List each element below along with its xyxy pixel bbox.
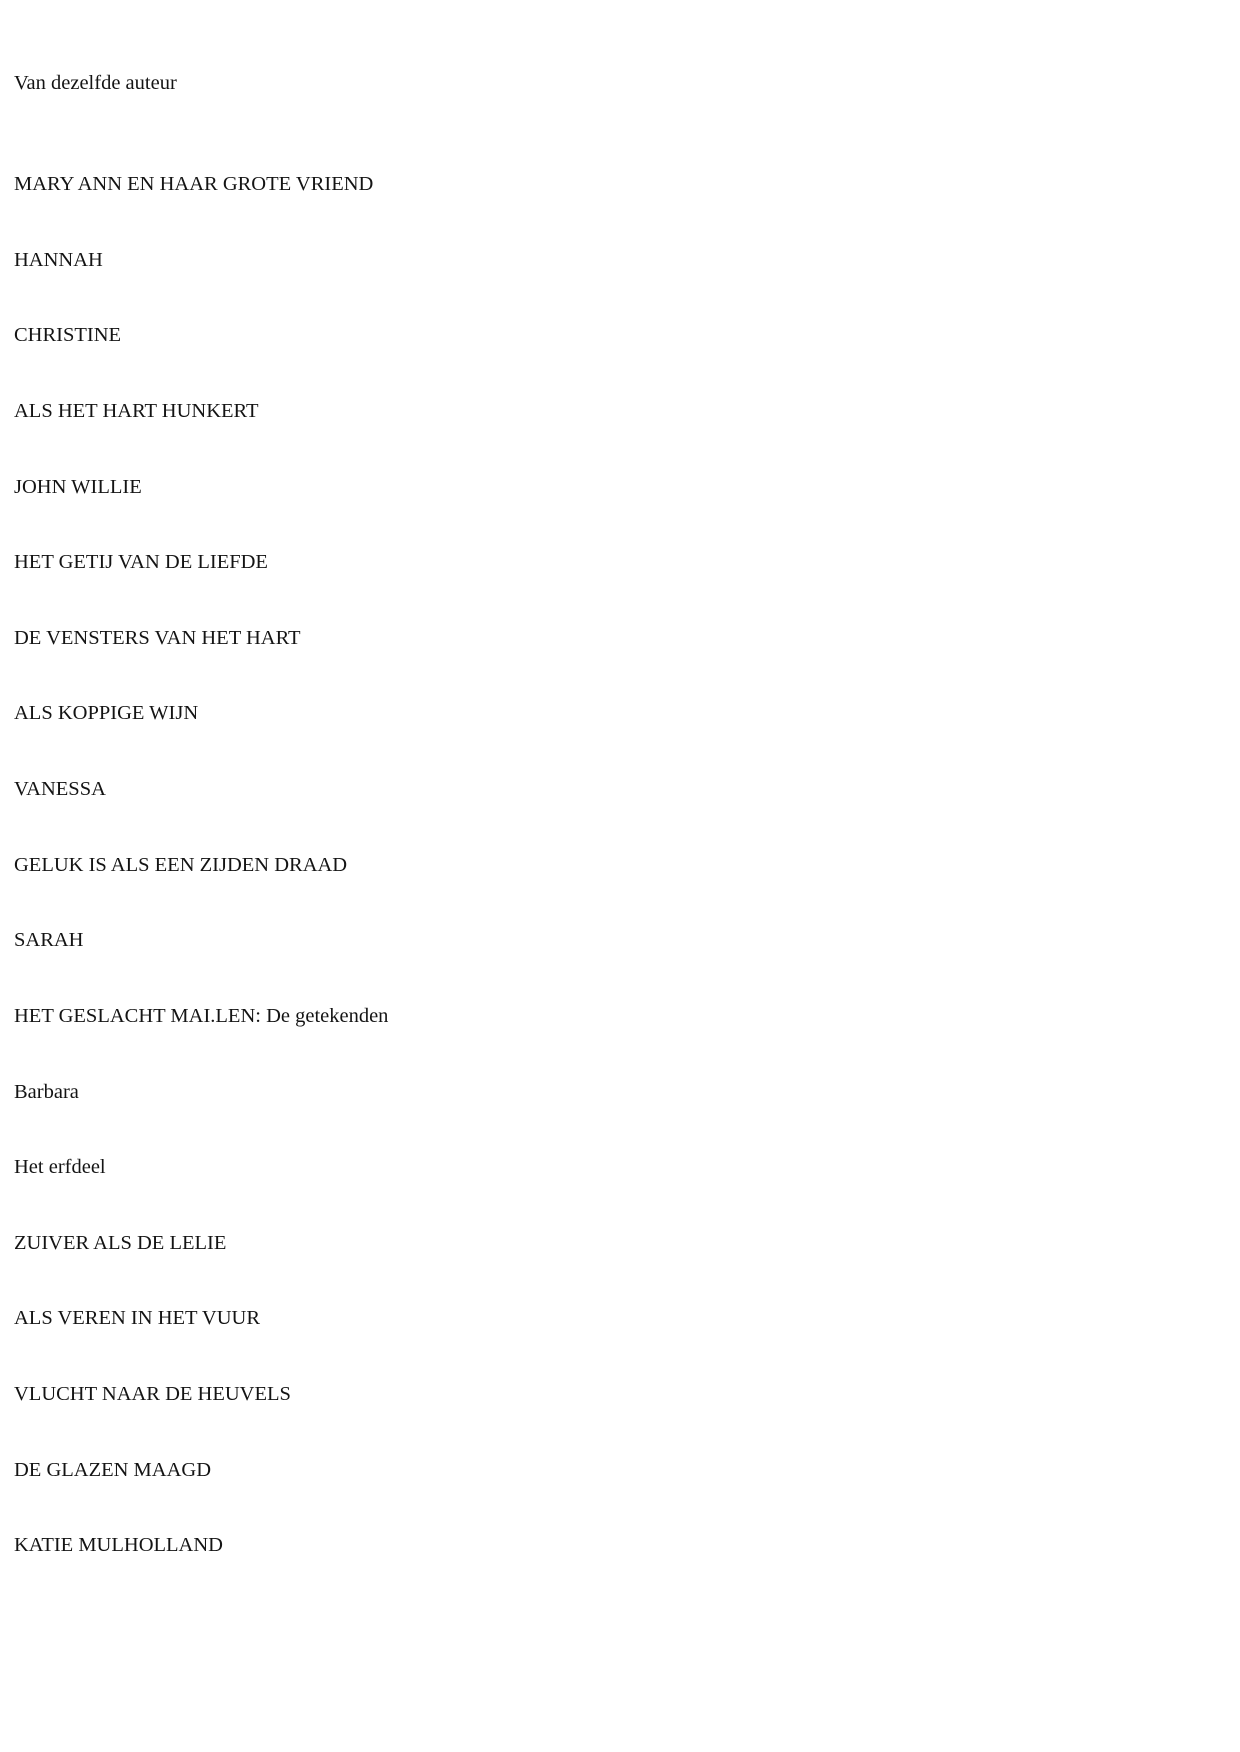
book-title-line: ALS HET HART HUNKERT xyxy=(14,400,259,423)
book-title-line: Het erfdeel xyxy=(14,1156,106,1179)
book-title-line: HET GETIJ VAN DE LIEFDE xyxy=(14,551,268,574)
page-heading: Van dezelfde auteur xyxy=(14,72,177,95)
book-title-line: SARAH xyxy=(14,929,84,952)
book-title-line: ZUIVER ALS DE LELIE xyxy=(14,1231,227,1254)
book-title-line: KATIE MULHOLLAND xyxy=(14,1534,223,1557)
book-title-line: VANESSA xyxy=(14,778,106,801)
book-title-line: HANNAH xyxy=(14,248,103,271)
book-title-line: VLUCHT NAAR DE HEUVELS xyxy=(14,1382,291,1405)
book-title-line: Barbara xyxy=(14,1080,79,1103)
book-title-line: GELUK IS ALS EEN ZIJDEN DRAAD xyxy=(14,853,348,876)
book-title-line: DE GLAZEN MAAGD xyxy=(14,1458,212,1481)
book-title-line: JOHN WILLIE xyxy=(14,475,142,498)
book-title-line: HET GESLACHT MAI.LEN: De getekenden xyxy=(14,1004,389,1027)
book-title-line: CHRISTINE xyxy=(14,324,122,347)
book-title-line: MARY ANN EN HAAR GROTE VRIEND xyxy=(14,173,374,196)
book-title-line: DE VENSTERS VAN HET HART xyxy=(14,626,301,649)
front-matter-content xyxy=(14,21,388,1609)
book-title-line: ALS VEREN IN HET VUUR xyxy=(14,1307,261,1330)
book-title-line: ALS KOPPIGE WIJN xyxy=(14,702,199,725)
